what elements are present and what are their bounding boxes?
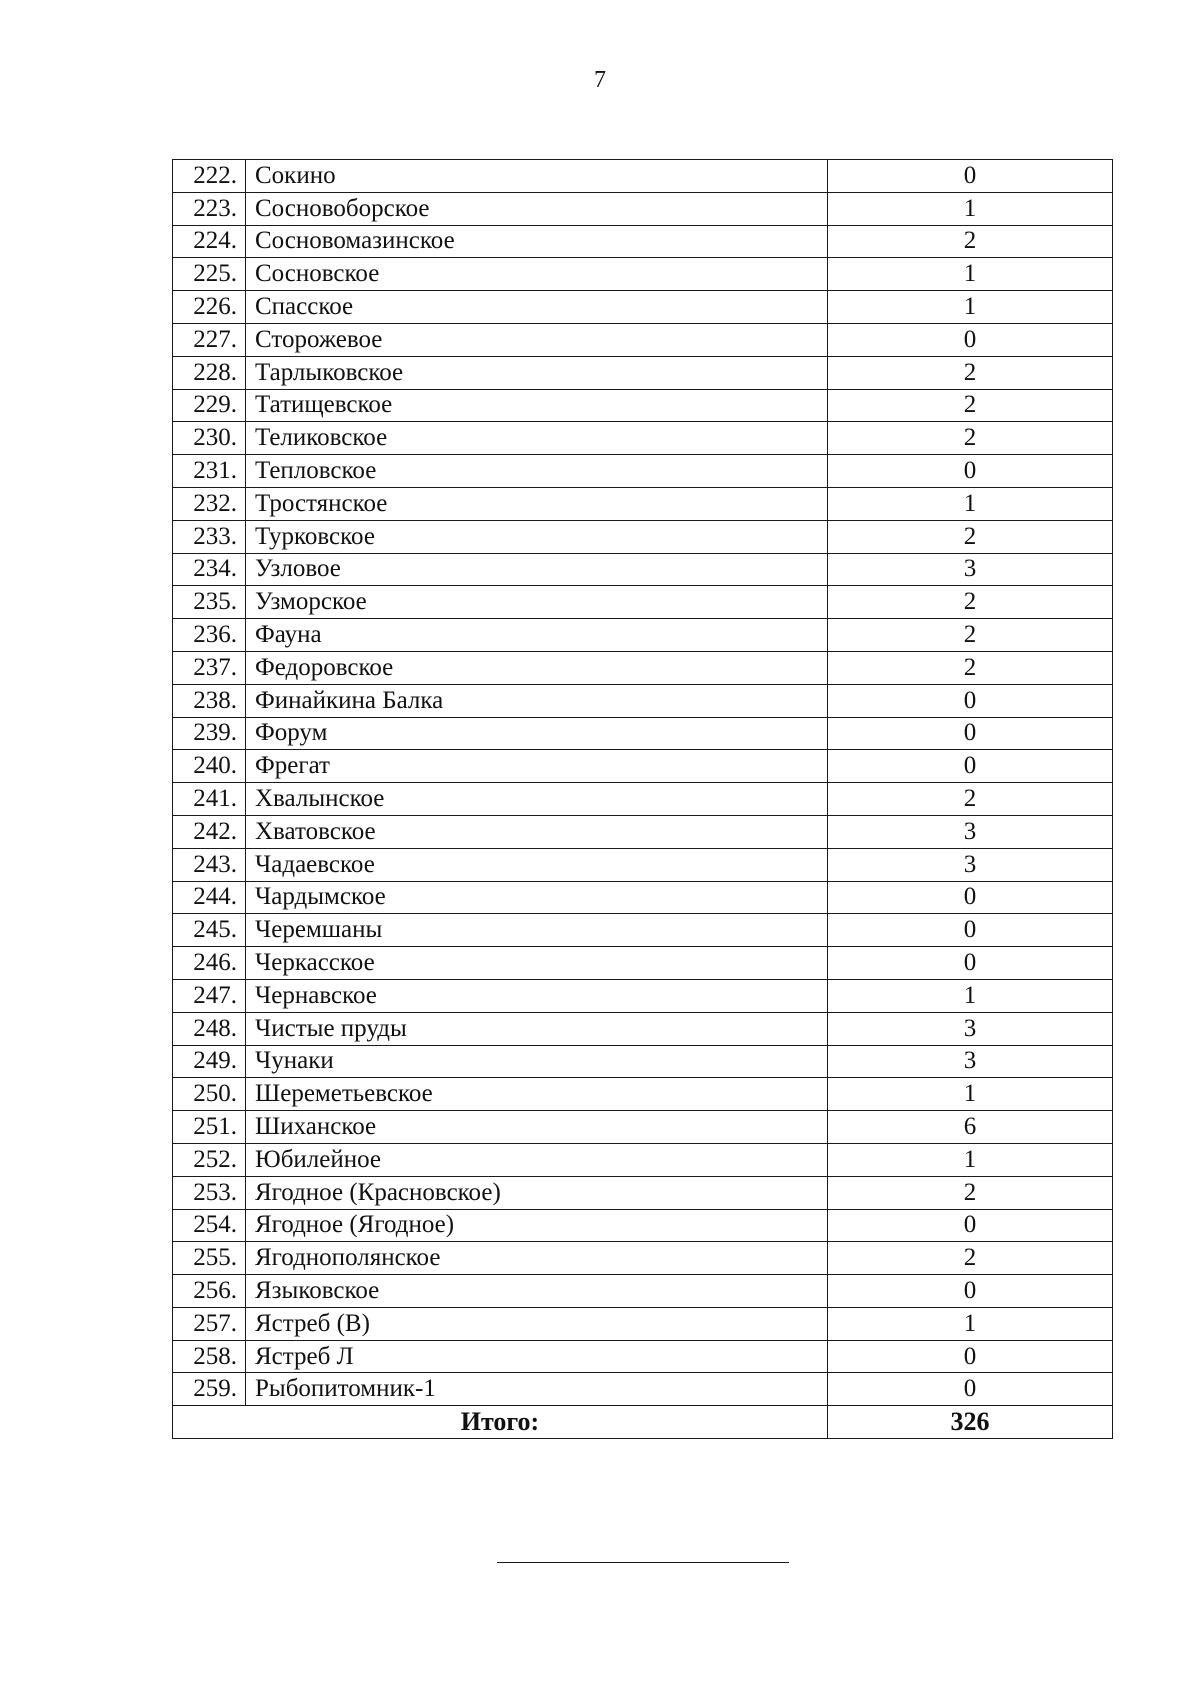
table-row — [173, 1012, 1113, 1045]
row-value: 0 — [828, 1275, 1113, 1308]
row-name: Фрегат — [246, 750, 828, 783]
table-row — [173, 291, 1113, 324]
row-name: Ястреб (В) — [246, 1307, 828, 1340]
row-value: 1 — [828, 487, 1113, 520]
row-name: Финайкина Балка — [246, 684, 828, 717]
table-row — [173, 979, 1113, 1012]
row-number: 241. — [173, 783, 246, 816]
row-number: 225. — [173, 258, 246, 291]
row-value: 3 — [828, 1012, 1113, 1045]
row-name: Рыбопитомник-1 — [246, 1373, 828, 1406]
row-value: 3 — [828, 553, 1113, 586]
row-value: 1 — [828, 1307, 1113, 1340]
table-row — [173, 750, 1113, 783]
row-value: 0 — [828, 947, 1113, 980]
row-name: Тарлыковское — [246, 356, 828, 389]
row-value: 0 — [828, 1209, 1113, 1242]
row-number: 228. — [173, 356, 246, 389]
row-number: 222. — [173, 160, 246, 193]
row-name: Узловое — [246, 553, 828, 586]
row-number: 236. — [173, 619, 246, 652]
row-number: 250. — [173, 1078, 246, 1111]
row-value: 3 — [828, 815, 1113, 848]
row-value: 2 — [828, 356, 1113, 389]
page-number: 7 — [594, 67, 606, 93]
row-name: Сосновоборское — [246, 192, 828, 225]
row-number: 224. — [173, 225, 246, 258]
total-label: Итого: — [460, 1407, 540, 1437]
row-name: Турковское — [246, 520, 828, 553]
row-value: 1 — [828, 1143, 1113, 1176]
row-value: 1 — [828, 258, 1113, 291]
row-name: Спасское — [246, 291, 828, 324]
table-row — [173, 1373, 1113, 1406]
row-name: Сторожевое — [246, 323, 828, 356]
row-name: Юбилейное — [246, 1143, 828, 1176]
row-name: Чадаевское — [246, 848, 828, 881]
row-name: Ягодное (Красновское) — [246, 1176, 828, 1209]
table-row — [173, 586, 1113, 619]
row-number: 229. — [173, 389, 246, 422]
row-value: 0 — [828, 881, 1113, 914]
row-value: 3 — [828, 848, 1113, 881]
table-row — [173, 422, 1113, 455]
table-row — [173, 815, 1113, 848]
footer-rule — [497, 1562, 789, 1563]
table-row — [173, 684, 1113, 717]
row-name: Теликовское — [246, 422, 828, 455]
row-number: 251. — [173, 1111, 246, 1144]
table-row — [173, 881, 1113, 914]
table-row — [173, 1176, 1113, 1209]
row-value: 0 — [828, 160, 1113, 193]
row-value: 6 — [828, 1111, 1113, 1144]
table-row — [173, 1078, 1113, 1111]
row-name: Фауна — [246, 619, 828, 652]
row-name: Форум — [246, 717, 828, 750]
table-row — [173, 356, 1113, 389]
row-value: 0 — [828, 750, 1113, 783]
row-name: Чернавское — [246, 979, 828, 1012]
row-name: Чунаки — [246, 1045, 828, 1078]
row-name: Сосновское — [246, 258, 828, 291]
row-value: 1 — [828, 291, 1113, 324]
row-name: Татищевское — [246, 389, 828, 422]
table-row — [173, 553, 1113, 586]
row-value: 2 — [828, 1242, 1113, 1275]
row-number: 255. — [173, 1242, 246, 1275]
row-name: Хватовское — [246, 815, 828, 848]
row-value: 2 — [828, 619, 1113, 652]
hunting-grounds-table — [172, 159, 1113, 1439]
row-number: 233. — [173, 520, 246, 553]
row-number: 254. — [173, 1209, 246, 1242]
row-number: 249. — [173, 1045, 246, 1078]
row-value: 0 — [828, 323, 1113, 356]
table-row — [173, 717, 1113, 750]
row-number: 226. — [173, 291, 246, 324]
row-number: 248. — [173, 1012, 246, 1045]
row-number: 253. — [173, 1176, 246, 1209]
row-name: Шиханское — [246, 1111, 828, 1144]
table-row — [173, 160, 1113, 193]
row-number: 243. — [173, 848, 246, 881]
row-value: 0 — [828, 684, 1113, 717]
table-row — [173, 947, 1113, 980]
table-row — [173, 1242, 1113, 1275]
row-value: 0 — [828, 455, 1113, 488]
row-value: 1 — [828, 979, 1113, 1012]
row-number: 245. — [173, 914, 246, 947]
row-value: 0 — [828, 1373, 1113, 1406]
table-row — [173, 1111, 1113, 1144]
row-value: 1 — [828, 192, 1113, 225]
table-row — [173, 1209, 1113, 1242]
row-name: Ястреб Л — [246, 1340, 828, 1373]
row-number: 239. — [173, 717, 246, 750]
row-value: 0 — [828, 914, 1113, 947]
table-row — [173, 914, 1113, 947]
row-name: Ягоднополянское — [246, 1242, 828, 1275]
row-value: 2 — [828, 520, 1113, 553]
row-number: 237. — [173, 651, 246, 684]
row-number: 252. — [173, 1143, 246, 1176]
total-value: 326 — [828, 1406, 1113, 1439]
row-number: 247. — [173, 979, 246, 1012]
row-name: Чистые пруды — [246, 1012, 828, 1045]
row-number: 231. — [173, 455, 246, 488]
table-row — [173, 455, 1113, 488]
table-row — [173, 619, 1113, 652]
row-number: 246. — [173, 947, 246, 980]
row-number: 238. — [173, 684, 246, 717]
table-row — [173, 1275, 1113, 1308]
total-row — [173, 1406, 1113, 1439]
row-number: 223. — [173, 192, 246, 225]
row-value: 2 — [828, 225, 1113, 258]
row-value: 2 — [828, 783, 1113, 816]
row-number: 258. — [173, 1340, 246, 1373]
table-row — [173, 848, 1113, 881]
table-row — [173, 323, 1113, 356]
table-row — [173, 1340, 1113, 1373]
row-name: Шереметьевское — [246, 1078, 828, 1111]
row-number: 256. — [173, 1275, 246, 1308]
row-name: Языковское — [246, 1275, 828, 1308]
row-value: 2 — [828, 389, 1113, 422]
row-name: Черкасское — [246, 947, 828, 980]
table-row — [173, 520, 1113, 553]
row-number: 242. — [173, 815, 246, 848]
total-label-cell — [173, 1406, 828, 1439]
row-value: 2 — [828, 586, 1113, 619]
table-row — [173, 783, 1113, 816]
table-row — [173, 192, 1113, 225]
table-row — [173, 651, 1113, 684]
table-row — [173, 487, 1113, 520]
row-number: 257. — [173, 1307, 246, 1340]
row-value: 3 — [828, 1045, 1113, 1078]
row-name: Сосновомазинское — [246, 225, 828, 258]
row-number: 234. — [173, 553, 246, 586]
row-value: 2 — [828, 651, 1113, 684]
table-row — [173, 1307, 1113, 1340]
table-row — [173, 389, 1113, 422]
row-number: 259. — [173, 1373, 246, 1406]
row-value: 0 — [828, 1340, 1113, 1373]
row-number: 230. — [173, 422, 246, 455]
row-value: 1 — [828, 1078, 1113, 1111]
row-name: Федоровское — [246, 651, 828, 684]
row-value: 2 — [828, 1176, 1113, 1209]
row-number: 227. — [173, 323, 246, 356]
row-name: Черемшаны — [246, 914, 828, 947]
row-name: Тростянское — [246, 487, 828, 520]
row-name: Тепловское — [246, 455, 828, 488]
table-row — [173, 1143, 1113, 1176]
table-body — [173, 160, 1113, 1439]
row-value: 0 — [828, 717, 1113, 750]
row-name: Ягодное (Ягодное) — [246, 1209, 828, 1242]
row-number: 232. — [173, 487, 246, 520]
row-number: 235. — [173, 586, 246, 619]
row-name: Хвалынское — [246, 783, 828, 816]
row-name: Сокино — [246, 160, 828, 193]
table-row — [173, 225, 1113, 258]
row-number: 240. — [173, 750, 246, 783]
row-value: 2 — [828, 422, 1113, 455]
table-row — [173, 1045, 1113, 1078]
row-name: Узморское — [246, 586, 828, 619]
row-name: Чардымское — [246, 881, 828, 914]
row-number: 244. — [173, 881, 246, 914]
table-row — [173, 258, 1113, 291]
